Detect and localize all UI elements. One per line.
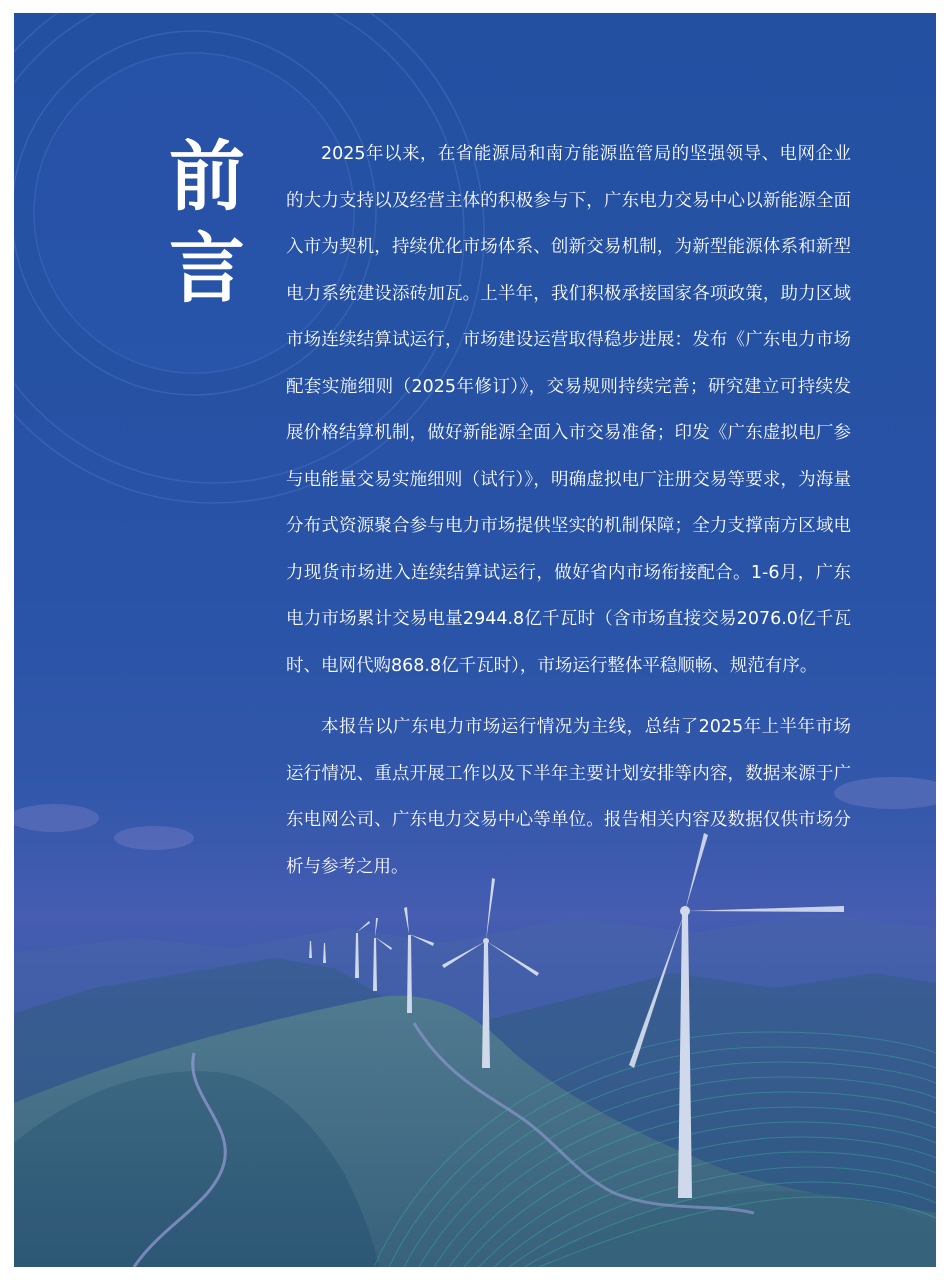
preface-body — [286, 131, 851, 890]
page-title — [162, 131, 252, 315]
paragraph-1: 2025年以来，在省能源局和南方能源监管局的坚强领导、电网企业的大力支持以及经营主体的积极参与下，广东电力交易中心以新能源全面入市为契机，持续优化市场体系、创新交易机制，为新型能源体系和新型电力系统建设添砖加瓦。上半年，我们积极承接国家各项政策，助力区域市场连续结算试运行，市场建设运营取得稳步进展：发布《广东电力市场配套实施细则（2025年修订）》，交易规则持续完善；研究建立可持续发展价格结算机制，做好新能源全面入市交易准备；印发《广东虚拟电厂参与电能量交易实施细则（试行）》，明确虚拟电厂注册交易等要求，为海量分布式资源聚合参与电力市场提供坚实的机制保障；全力支撑南方区域电力现货市场进入连续结算试运行，做好省内市场衔接配合。1-6月，广东电力市场累计交易电量2944.8亿千瓦时（含市场直接交易2076.0亿千瓦时、电网代购868.8亿千瓦时），市场运行整体平稳顺畅、规范有序。 — [286, 144, 851, 676]
paragraph-2: 本报告以广东电力市场运行情况为主线，总结了2025年上半年市场运行情况、重点开展工作以及下半年主要计划安排等内容，数据来源于广东电网公司、广东电力交易中心等单位。报告相关内容及数据仅供市场分析与参考之用。 — [286, 717, 851, 877]
preface-page — [14, 13, 936, 1267]
title-char-1: 前 — [169, 132, 245, 221]
title-char-2: 言 — [169, 224, 245, 313]
